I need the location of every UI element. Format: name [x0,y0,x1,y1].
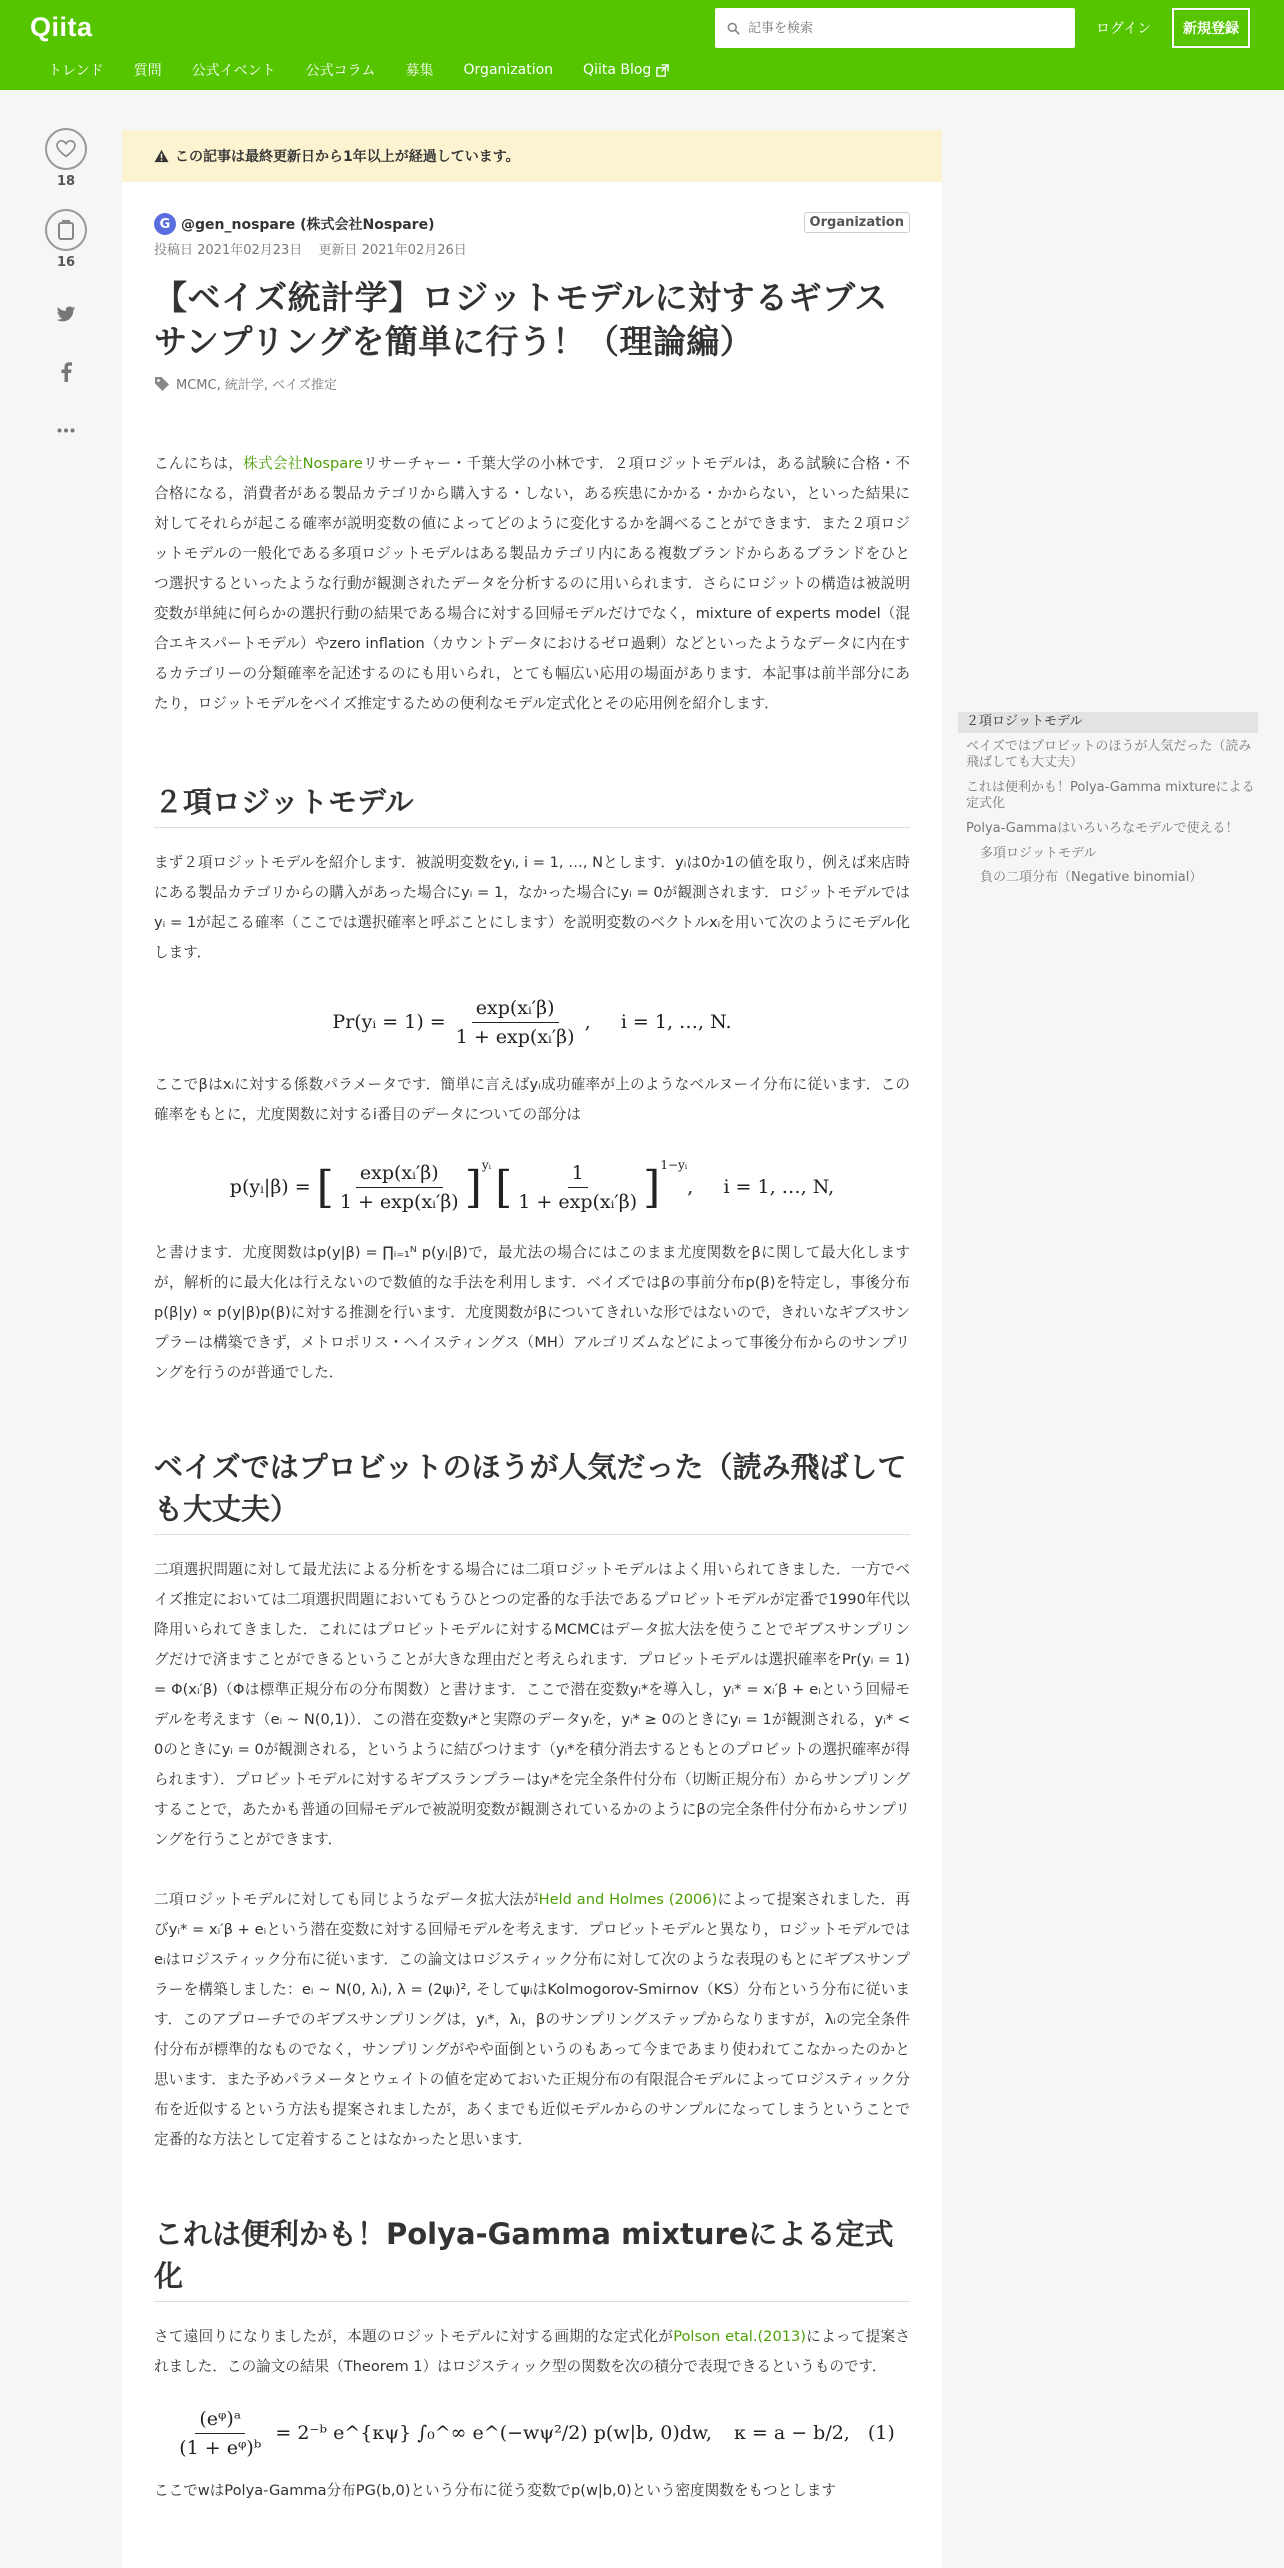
global-header [0,0,1284,90]
s2-paragraph-1: 二項選択問題に対して最尤法による分析をする場合には二項ロジットモデルはよく用いられてきました．一方でベイズ推定においては二項選択問題においてもうひとつの定番的な手法であるプロビットモデルが定番で1990年代以降用いられてきました．これにはプロビットモデルに対するMCMCはデータ拡大法を使うことでギブスサンプリングだけで済ますことができるということが大きな理由だと考えられます．プロビットモデルは選択確率をPr(yᵢ = 1) = Φ(xᵢ′β)（Φは標準正規分布の分布関数）と書けます．ここで潜在変数yᵢ*を導入し，yᵢ* = xᵢ′β + eᵢという回帰モデルを考えます（eᵢ ~ N(0,1)）．この潜在変数yᵢ*と実際のデータyᵢを，yᵢ* ≥ 0のときにyᵢ = 1が観測される，yᵢ* < 0のときにyᵢ = 0が観測される，というように結びつけます（yᵢ*を積分消去するともとのプロビットの選択確率が得られます）．プロビットモデルに対するギブスランプラーはyᵢ*を完全条件付分布（切断正規分布）からサンプリングすることで，あたかも普通の回帰モデルで被説明変数が観測されているかのようにβの完全条件付分布からサンプリングを行うことができます． [154,1561,910,1848]
s3-p1-text-b: によって提案されました．この論文の結果（Theorem 1）はロジスティック型の関数を次の積分で表現できるというものです． [154,2328,910,2375]
login-link[interactable]: ログイン [1096,21,1152,37]
eq2-bracket-right-1: ] [464,1161,482,1213]
qiita-logo[interactable]: Qiita [30,12,93,42]
twitter-share[interactable] [51,302,81,326]
equation-2 [154,1152,910,1222]
eq3-kappa: κ = a − b/2, [733,2422,850,2444]
tag-icon [154,376,170,392]
eq2-lhs: p(yᵢ|β) = [229,1176,311,1198]
s2-p2-text-b: によって提案されました．再びyᵢ* = xᵢ′β + eᵢという潜在変数に対する回帰モデルを考えます．プロビットモデルと異なり，ロジットモデルではeᵢはロジスティック分布に従います．この論文はロジスティック分布に対して次のような表現のもとにギブスサンプラーを構築しました：eᵢ ~ N(0, λᵢ), λ = (2ψᵢ)², そしてψᵢはKolmogorov-Smirnov（KS）分布という分布に従います．このアプローチでのギブスサンプリングは，yᵢ*，λᵢ，βのサンプリングステップからなりますが，λᵢの完全条件付分布が標準的なものでなく，サンプリングがやや面倒というのもあって今まであまり使われてこなかったのかと思います．また予めパラメータとウェイトの値を定めておいた正規分布の有限混合モデルによってロジスティック分布を近似するという方法も提案されましたが，あくまでも近似モデルからのサンプルになってしまうということで定番的な方法として定着することはなかったと思います． [154,1891,910,2148]
signup-button[interactable]: 新規登録 [1172,8,1250,48]
intro-text-b: リサーチャー・千葉大学の小林です．２項ロジットモデルは，ある試験に合格・不合格になる，消費者がある製品カテゴリから購入する・しない，ある疾患にかかる・かからない，といった結果に対してそれらが起こる確率が説明変数の値によってどのように変化するかを調べることができます．また２項ロジットモデルの一般化である多項ロジットモデルはある製品カテゴリ内にある複数ブランドからあるブランドをひとつ選択するといったような行動が観測されたデータを分析するのに用いられます．さらにロジットの構造は被説明変数が単純に何らかの選択行動の結果である場合に対する回帰モデルだけでなく，mixture of experts model（混合エキスパートモデル）やzero inflation（カウントデータにおけるゼロ過剰）などといったようなデータに内在するカテゴリーの分類確率を記述するのにも用いられ，とても幅広い応用の場面があります．本記事は前半部分にあたり，ロジットモデルをベイズ推定するための便利なモデル定式化とその応用例を紹介します． [154,455,910,712]
nav-official-columns[interactable]: 公式コラム [305,63,376,79]
nav-qiita-blog-label: Qiita Blog [583,62,652,78]
toc-item-polya-gamma-models[interactable]: Polya-Gammaはいろいろなモデルで使える！ [966,821,1239,836]
stock-icon [58,220,74,240]
organization-badge[interactable]: Organization [804,212,910,233]
eq2-bracket-left-1: [ [316,1161,334,1213]
equation-3 [154,2400,910,2466]
toc-item-probit[interactable]: ベイズではプロビットのほうが人気だった（読み飛ばしても大丈夫） [966,739,1252,770]
author-row [154,212,910,236]
toc-item-negative-binomial[interactable]: 負の二項分布（Negative binomial） [980,870,1203,885]
eq1-fraction [452,997,579,1048]
eq2-exponent-1: yᵢ [481,1158,492,1172]
nav-qiita-blog[interactable] [583,60,669,80]
eq3-fraction [175,2408,265,2459]
eq1-denominator: 1 + exp(xᵢ′β) [455,1025,575,1048]
nav-official-events[interactable]: 公式イベント [191,63,276,79]
warning-text: この記事は最終更新日から1年以上が経過しています。 [175,149,520,165]
twitter-icon [56,306,76,323]
eq2-fraction-2 [514,1162,641,1213]
eq1-lhs: Pr(yᵢ = 1) = [332,1011,446,1033]
s1-paragraph-2: ここでβはxᵢに対する係数パラメータです．簡単に言えばyᵢ成功確率が上のようなベルヌーイ分布に従います．この確率をもとに，尤度関数に対するi番目のデータについての部分は [154,1076,910,1123]
article-content [154,212,910,2506]
s2-p2-text-a: 二項ロジットモデルに対しても同じようなデータ拡大法が [154,1891,539,1908]
eq1-tail: , i = 1, …, N. [584,1011,732,1033]
nav-organization[interactable]: Organization [463,62,554,78]
eq3-numerator: (eᵠ)ᵃ [195,2408,245,2434]
search-box[interactable] [715,8,1075,48]
toc-item-binary-logit[interactable]: ２項ロジットモデル [958,712,1258,733]
author-name[interactable]: @gen_nospare (株式会社Nospare) [181,217,435,233]
eq2-numerator-2: 1 [568,1162,588,1188]
main-nav [48,60,699,80]
more-options[interactable] [51,418,81,442]
eq2-exponent-2: 1−yᵢ [660,1158,688,1172]
s3-paragraph-1 [154,2322,910,2382]
heart-icon [56,140,76,158]
eq2-bracket-right-2: ] [643,1161,661,1213]
eq2-fraction-1 [336,1162,463,1213]
intro-text-a: こんにちは， [154,455,244,472]
equation-1 [154,992,910,1052]
eq2-denominator-1: 1 + exp(xᵢ′β) [339,1190,459,1213]
nav-questions[interactable]: 質問 [133,63,162,79]
nav-trend[interactable]: トレンド [48,63,104,79]
article-dates [154,239,910,258]
s2-paragraph-2 [154,1885,910,2155]
tag-list [154,374,910,393]
held-holmes-link[interactable]: Held and Holmes (2006) [538,1891,718,1908]
nospare-link[interactable]: 株式会社Nospare [243,455,363,472]
eq3-middle: = 2⁻ᵇ e^{κψ} ∫₀^∞ e^(−wψ²/2) p(w|b, 0)dw, [275,2422,712,2444]
like-button[interactable] [45,128,87,170]
toc-item-multinomial-logit[interactable]: 多項ロジットモデル [980,846,1097,861]
article [122,130,942,2568]
posted-date: 投稿日 2021年02月23日 [154,243,303,258]
like-count: 18 [56,174,76,189]
avatar[interactable]: G [154,213,176,235]
heading-polya-gamma: これは便利かも！Polya-Gamma mixtureによる定式化 [154,2213,910,2302]
eq2-denominator-2: 1 + exp(xᵢ′β) [518,1190,638,1213]
s3-p1-text-a: さて遠回りになりましたが，本題のロジットモデルに対する画期的な定式化が [154,2328,674,2345]
outdated-warning [122,130,942,182]
facebook-share[interactable] [51,360,81,384]
stock-button[interactable] [45,209,87,251]
article-title: 【ベイズ統計学】ロジットモデルに対するギブスサンプリングを簡単に行う！（理論編） [154,278,888,361]
nav-recruiting[interactable]: 募集 [405,63,434,79]
facebook-icon [61,362,72,382]
warning-icon [154,149,169,163]
toc-item-polya-gamma[interactable]: これは便利かも！Polya-Gamma mixtureによる定式化 [966,780,1255,811]
s1-paragraph-3: と書けます．尤度関数はp(y|β) = ∏ᵢ₌₁ᴺ p(yᵢ|β)で，最尤法の場合にはこのまま尤度関数をβに関して最大化しますが，解析的に最大化は行えないので数値的な手法を利用します．ベイズではβの事前分布p(β)を特定し，事後分布p(β|y) ∝ p(y|β)p(β)に対する推測を行います．尤度関数がβについてきれいな形ではないので，きれいなギブスサンプラーは構築できず，メトロポリス・ヘイスティングス（MH）アルゴリズムなどによって事後分布からのサンプリングを行うのが普通でした． [154,1244,910,1381]
tags-text[interactable]: MCMC, 統計学, ベイズ推定 [176,378,337,393]
eq2-tail: , i = 1, …, N, [687,1176,835,1198]
updated-date: 更新日 2021年02月26日 [318,243,467,258]
heading-probit-popular: ベイズではプロビットのほうが人気だった（読み飛ばしても大丈夫） [154,1446,910,1535]
polson-link[interactable]: Polson etal.(2013) [673,2328,806,2345]
heading-binary-logit: ２項ロジットモデル [154,781,910,828]
article-actions [44,128,88,464]
s3-paragraph-2: ここでwはPolya-Gamma分布PG(b,0)という分布に従う変数でp(w|b,0)という密度関数をもつとします [154,2482,836,2499]
eq3-number: (1) [867,2422,895,2444]
eq2-numerator-1: exp(xᵢ′β) [356,1162,443,1188]
s1-paragraph-1: まず２項ロジットモデルを紹介します．被説明変数をyᵢ, i = 1, …, Nとします．yᵢは0か1の値を取り，例えば来店時にある製品カテゴリからの購入があった場合にyᵢ = 1，なかった場合にyᵢ = 0が観測されます．ロジットモデルではyᵢ = 1が起こる確率（ここでは選択確率と呼ぶことにします）を説明変数のベクトルxᵢを用いて次のようにモデル化します． [154,854,910,961]
intro-paragraph [154,449,910,719]
eq2-bracket-left-2: [ [495,1161,513,1213]
eq3-denominator: (1 + eᵠ)ᵇ [179,2436,262,2459]
stock-count: 16 [56,255,76,270]
article-meta [154,212,910,258]
external-link-icon [656,64,669,77]
table-of-contents [958,712,1258,889]
more-icon [57,428,75,433]
search-icon [727,22,740,35]
search-input[interactable] [748,21,1048,36]
eq1-numerator: exp(xᵢ′β) [472,997,559,1023]
